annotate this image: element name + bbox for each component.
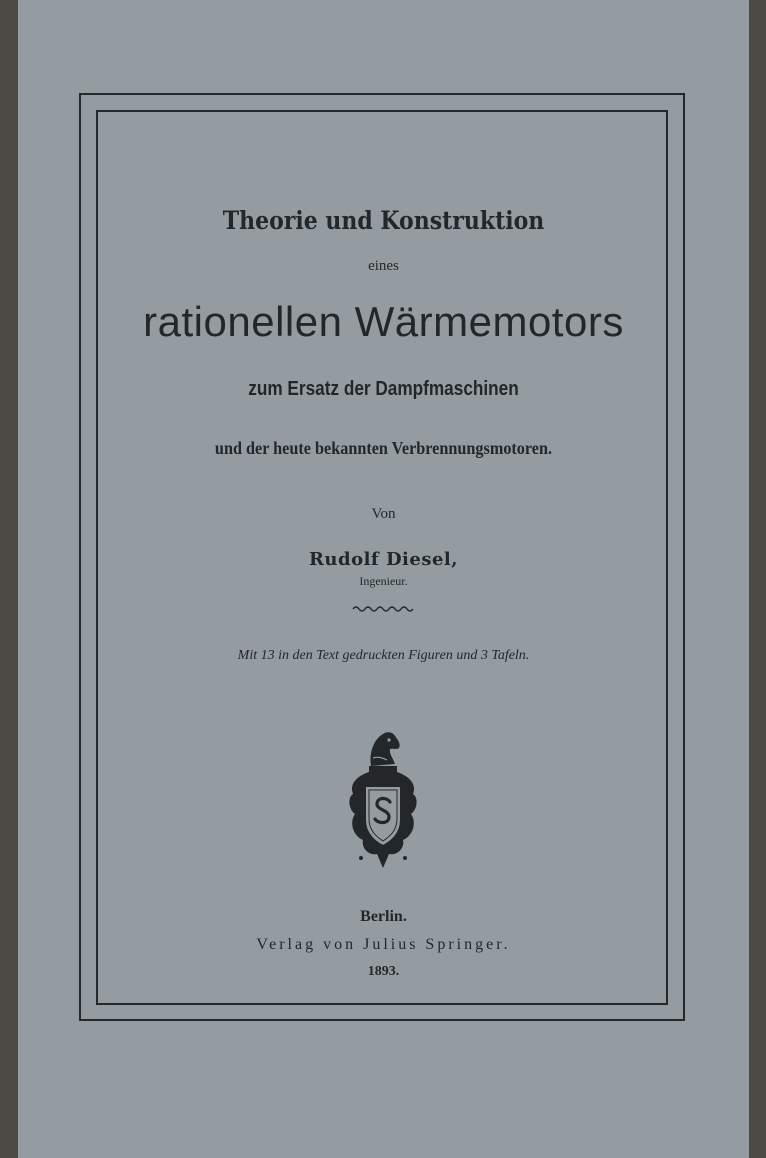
subtitle-2: und der heute bekannten Verbrennungsmotoren. [214, 438, 553, 458]
wavy-divider-icon [351, 604, 415, 614]
springer-knight-emblem-icon [343, 728, 423, 873]
connector-word: eines [368, 258, 399, 274]
subtitle-1: zum Ersatz der Dampfmaschinen [248, 378, 519, 400]
main-title: rationellen Wärmemotors [143, 298, 624, 345]
publisher-name: Verlag von Julius Springer. [256, 936, 511, 953]
publication-year: 1893. [367, 964, 400, 979]
publisher-city: Berlin. [360, 908, 407, 925]
by-label: Von [371, 506, 396, 522]
author-role: Ingenieur. [359, 574, 408, 588]
figures-note: Mit 13 in den Text gedruckten Figuren und 3 Tafeln. [237, 648, 530, 663]
book-cover [18, 0, 749, 1158]
title-line: Theorie und Konstruktion [222, 206, 545, 235]
author-name: Rudolf Diesel, [308, 549, 459, 570]
